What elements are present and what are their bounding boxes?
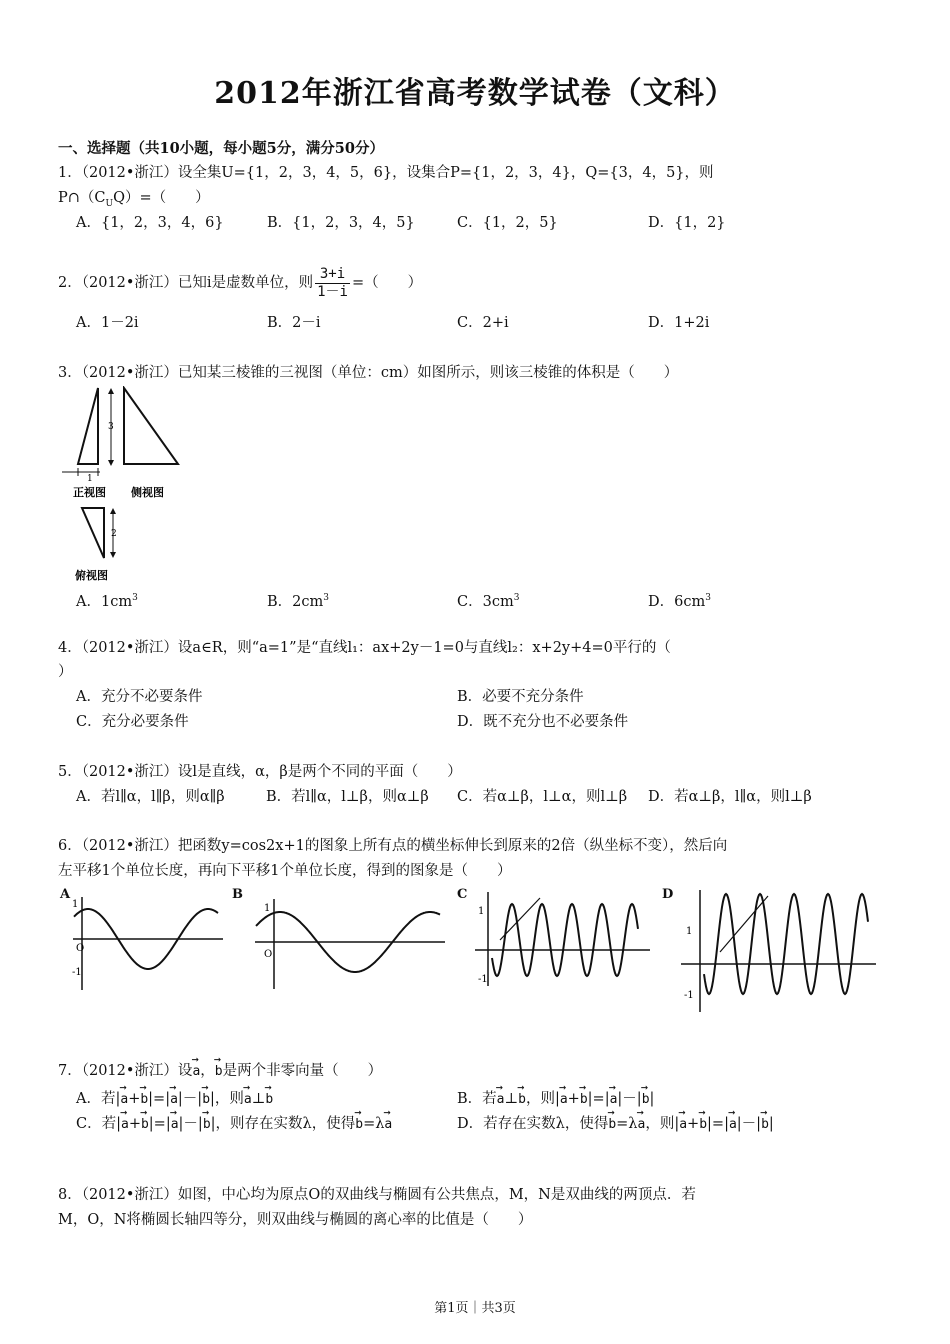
- front-height-label: 3: [108, 422, 114, 432]
- q2-option-b: B．2－i: [267, 315, 321, 331]
- q4-line1: 4．（2012•浙江）设a∈R，则“a=1”是“直线l₁：ax+2y－1=0与直线l₂：x+2y+4=0平行的（: [58, 640, 671, 656]
- q8-line1: 8．（2012•浙江）如图，中心均为原点O的双曲线与椭圆有公共焦点，M，N是双曲线的两顶点．若: [58, 1187, 696, 1203]
- q6-option-b-label: B: [232, 887, 243, 902]
- q6-graph-a: [68, 895, 228, 995]
- page-footer: 第1页｜共3页: [434, 1301, 516, 1316]
- graph-d-curve: [704, 894, 868, 994]
- front-width-label: 1: [87, 474, 93, 484]
- front-view-triangle: [78, 388, 98, 464]
- side-view-label: 侧视图: [131, 486, 164, 499]
- q6-option-c-label: C: [457, 887, 468, 902]
- q3-three-views-figure: [56, 386, 186, 582]
- q5-option-a: A．若l∥α，l∥β，则α∥β: [76, 789, 225, 805]
- q6-line2: 左平移1个单位长度，再向下平移1个单位长度，得到的图象是（ ）: [58, 863, 512, 879]
- svg-text:1: 1: [264, 903, 271, 914]
- q2-option-c: C．2+i: [457, 315, 509, 331]
- q7-stem: 7．（2012•浙江）设→ a，→ b是两个非零向量（ ）: [58, 1058, 382, 1082]
- q2-option-a: A．1－2i: [76, 315, 139, 331]
- q4-option-c: C．充分必要条件: [76, 714, 189, 730]
- svg-text:-1: -1: [684, 990, 694, 1001]
- svg-text:1: 1: [686, 926, 693, 937]
- q2-option-d: D．1+2i: [648, 315, 710, 331]
- q4-option-a: A．充分不必要条件: [76, 689, 203, 705]
- q6-graph-c: [470, 888, 655, 988]
- q7-option-b: B．若→ a⊥→ b，则|→ a+→ b|=|→ a|－|→ b|: [457, 1086, 654, 1110]
- top-view-label: 俯视图: [75, 569, 108, 582]
- svg-text:O: O: [264, 949, 273, 960]
- top-dim-label: 2: [111, 529, 117, 539]
- q6-line1: 6．（2012•浙江）把函数y=cos2x+1的图象上所有点的横坐标伸长到原来的2倍（纵坐标不变），然后向: [58, 838, 728, 854]
- q7-option-d: D．若存在实数λ，使得→ b=λ→ a，则|→ a+→ b|=|→ a|－|→ b|: [457, 1111, 774, 1135]
- q4-option-b: B．必要不充分条件: [457, 689, 584, 705]
- q4-line2: ）: [58, 664, 73, 680]
- q3-option-b: B．$2cm^3$: [267, 593, 329, 610]
- q3-option-a: A．$1cm^3$: [76, 593, 138, 610]
- page-title: 2012年浙江省高考数学试卷（文科）: [214, 76, 736, 111]
- q8-line2: M，O，N将椭圆长轴四等分，则双曲线与椭圆的离心率的比值是（ ）: [58, 1212, 533, 1228]
- q3-stem: 3．（2012•浙江）已知某三棱锥的三视图（单位：cm）如图所示，则该三棱锥的体积是（ ）: [58, 365, 679, 381]
- q5-option-b: B．若l∥α，l⊥β，则α⊥β: [266, 789, 429, 805]
- q6-option-a-label: A: [60, 887, 71, 902]
- q1-line2: $P\cap(C_UQ)=$（ ）: [58, 190, 210, 209]
- q7-option-a: A．若|→ a+→ b|=|→ a|－|→ b|，则→ a⊥→ b: [76, 1086, 273, 1110]
- top-view-triangle: [82, 508, 104, 558]
- svg-text:1: 1: [72, 899, 79, 910]
- q4-option-d: D．既不充分也不必要条件: [457, 714, 629, 730]
- q6-graph-d: [676, 882, 882, 1017]
- q1-line1: 1．（2012•浙江）设全集U={1，2，3，4，5，6}，设集合P={1，2，3，4}，Q={3，4，5}，则: [58, 165, 714, 181]
- section-heading: 一、选择题（共10小题，每小题5分，满分50分）: [58, 140, 384, 157]
- q2-fraction: $\frac{3+i}{1-i}$: [317, 265, 348, 300]
- graph-c-curve: [492, 904, 638, 976]
- svg-text:1: 1: [478, 906, 485, 917]
- q6-graph-b: [250, 897, 450, 992]
- q1-option-c: C．{1，2，5}: [457, 215, 558, 231]
- front-view-label: 正视图: [73, 486, 106, 499]
- svg-text:O: O: [76, 943, 85, 954]
- q3-option-d: D．$6cm^3$: [648, 593, 711, 610]
- q2-stem: 2．（2012•浙江）已知i是虚数单位，则 $\frac{3+i}{1-i}$ =（ ）: [58, 265, 423, 300]
- svg-text:-1: -1: [478, 974, 488, 985]
- q1-option-b: B．{1，2，3，4，5}: [267, 215, 415, 231]
- q5-option-d: D．若α⊥β，l∥α，则l⊥β: [648, 789, 812, 805]
- q3-option-c: C．$3cm^3$: [457, 593, 520, 610]
- q6-option-d-label: D: [662, 887, 674, 902]
- q5-stem: 5．（2012•浙江）设l是直线，α，β是两个不同的平面（ ）: [58, 764, 462, 780]
- q7-option-c: C．若|→ a+→ b|=|→ a|－|→ b|，则存在实数λ，使得→ b=λ→ a: [76, 1111, 392, 1135]
- q1-option-a: A．{1，2，3，4，6}: [76, 215, 224, 231]
- svg-text:-1: -1: [72, 967, 82, 978]
- q1-option-d: D．{1，2}: [648, 215, 726, 231]
- side-view-triangle: [124, 388, 178, 464]
- q5-option-c: C．若α⊥β，l⊥α，则l⊥β: [457, 789, 628, 805]
